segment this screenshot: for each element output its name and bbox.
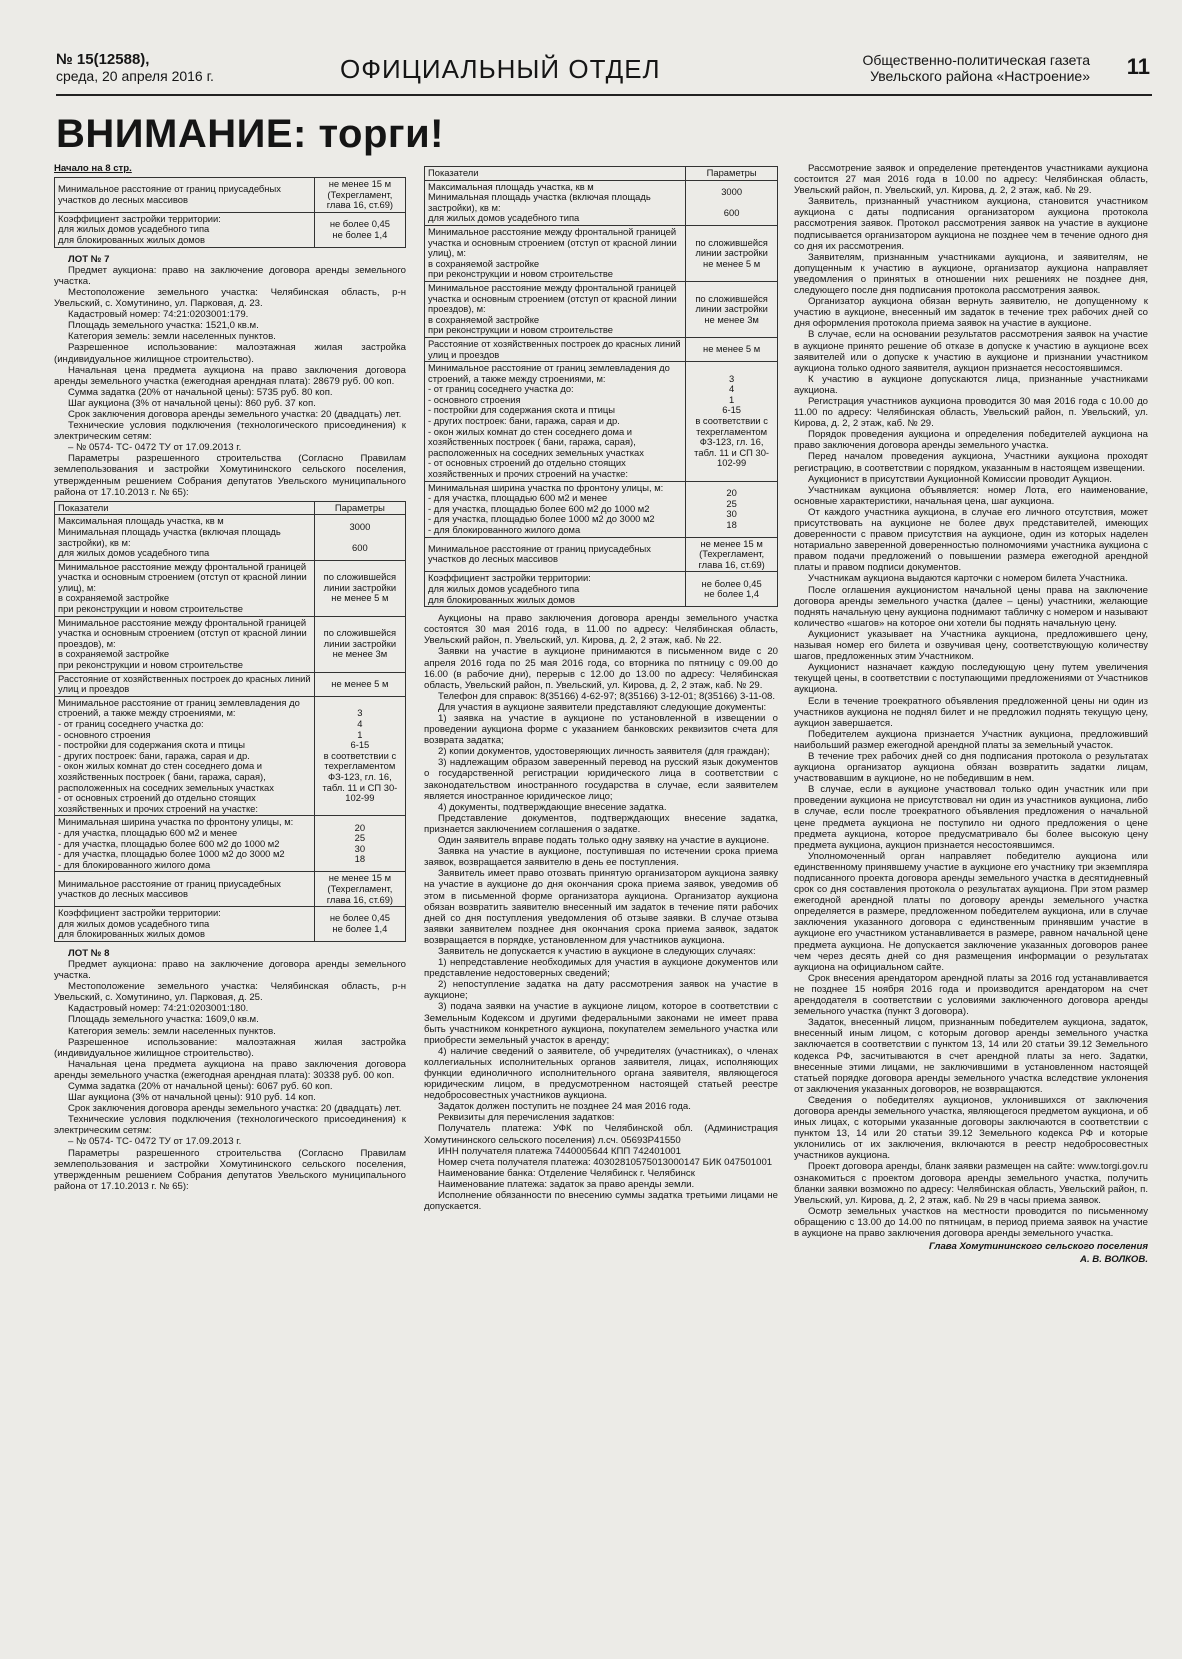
headline: ВНИМАНИЕ: торги!: [56, 112, 444, 156]
table-row: [425, 572, 778, 607]
paragraph: Наименование банка: Отделение Челябинск г. Челябинск: [438, 1167, 695, 1179]
table-row: [425, 481, 778, 537]
param-value-cell: по сложившейся линии застройки не менее 5 м: [314, 560, 405, 616]
param-name-cell: Коэффициент застройки территории: для жилых домов усадебного типа для блокированных жилых домов: [55, 212, 315, 247]
paragraph: Категория земель: земли населенных пунктов.: [68, 1025, 276, 1037]
paragraph: Категория земель: земли населенных пунктов.: [68, 331, 276, 343]
param-value-cell: по сложившейся линии застройки не менее 3м: [686, 281, 778, 337]
param-name-cell: Минимальная ширина участка по фронтону улицы, м: - для участка, площадью 600 м2 и менее - для участка, площадью более 600 м2 до 1000 м2 - для участка, площадью более 1000 м2 до 3000 м2 - для блокированного жилого дома: [425, 481, 686, 537]
param-name-cell: Минимальное расстояние между фронтальной границей участка и основным строением (отступ от красной линии улиц), м: в сохраняемой застройке при реконструкции и новом строительстве: [55, 560, 315, 616]
paragraph: Параметры разрешенного строительства (Согласно Правилам землепользования и застройки Хомутининского сельского поселения, утвержденным решением Собрания депутатов Увельского муниципального района от 17.10.2013 г. № 65):: [54, 453, 406, 498]
paragraph: К участию в аукционе допускаются лица, признанные участниками аукциона.: [794, 373, 1148, 396]
table-row: [425, 225, 778, 281]
paragraph: Местоположение земельного участка: Челябинская область, р-н Увельский, с. Хомутинино, ул. Парковая, д. 25.: [54, 981, 406, 1004]
param-value-cell: не менее 15 м (Техрегламент, глава 16, ст.69): [686, 537, 778, 572]
column-2: [424, 163, 778, 1625]
param-value-cell: не более 0,45 не более 1,4: [314, 907, 405, 942]
param-name-cell: Минимальная ширина участка по фронтону улицы, м: - для участка, площадью 600 м2 и менее - для участка, площадью более 600 м2 до 1000 м2 - для участка, площадью более 1000 м2 до 3000 м2 - для блокированного жилого дома: [55, 816, 315, 872]
table-row: [55, 672, 406, 696]
paragraph: Кадастровый номер: 74:21:0203001:180.: [68, 1003, 249, 1015]
paragraph: Местоположение земельного участка: Челябинская область, р-н Увельский, с. Хомутинино, ул. Парковая, д. 23.: [54, 286, 406, 310]
table-row: [55, 816, 406, 872]
paragraph: Параметры разрешенного строительства (Согласно Правилам землепользования и застройки Хомутининского сельского поселения, утвержденным решением Собрания депутатов Увельского муниципального района от 17.10.2013 г. № 65):: [54, 1147, 406, 1192]
column-header: Показатели: [425, 167, 686, 181]
paragraph: Технические условия подключения (технологического присоединения) к электрическим сетям:: [54, 1114, 406, 1137]
auction-terms-text: [424, 613, 778, 1212]
paragraph: В случае, если в аукционе участвовал только один участник или при проведении аукциона не присутствовал ни один из участников аукциона, либо в случае, если после троекратного объявления предложения о начальной цене предмета аукциона не поступило ни одного предложения о цене предмета аукциона, которое предусматривало бы более высокую цену предмета аукциона, аукцион признается несостоявшимся.: [794, 784, 1148, 851]
paper-name-line2: Увельского района «Настроение»: [870, 68, 1090, 84]
paragraph: 4) наличие сведений о заявителе, об учредителях (участниках), о членах коллегиальных исполнительных органов заявителя, лицах, исполняющих функции единоличного исполнительного органа заявителя, являющегося юридическим лицом, в предусмотренном настоящей статьей реестре недобросовестных участников аукциона.: [424, 1045, 778, 1102]
table-header-row: [55, 501, 406, 515]
lot7-text: [54, 265, 406, 498]
paragraph: 2) копии документов, удостоверяющих личность заявителя (для граждан);: [438, 746, 770, 758]
paragraph: В случае, если на основании результатов рассмотрения заявок на участие в аукционе принято решение об отказе в допуске к участию в аукционе всех заявителей или о допуске к участию в аукционе и признании участником аукциона только одного заявителя, аукцион признается несостоявшимся.: [794, 329, 1148, 374]
table-row: [425, 281, 778, 337]
table-header-row: [425, 167, 778, 181]
param-name-cell: Минимальное расстояние между фронтальной границей участка и основным строением (отступ от красной линии улиц), м: в сохраняемой застройке при реконструкции и новом строительстве: [425, 225, 686, 281]
table-row: [425, 362, 778, 482]
paragraph: Задаток должен поступить не позднее 24 мая 2016 года.: [438, 1101, 691, 1113]
paragraph: Предмет аукциона: право на заключение договора аренды земельного участка.: [54, 264, 406, 287]
paragraph: Предмет аукциона: право на заключение договора аренды земельного участка.: [54, 958, 406, 982]
paragraph: В течение трех рабочих дней со дня подписания протокола о результатах аукциона организатор аукциона обязан возвратить задатки лицам, участвовавшим в аукционе, но не победившим в нем.: [794, 750, 1148, 785]
paragraph: Сумма задатка (20% от начальной цены): 5735 руб. 80 коп.: [68, 386, 333, 398]
top-params-table: [54, 177, 406, 248]
param-name-cell: Минимальное расстояние от границ землевладения до строений, а также между строениями, м: - от границ соседнего участка до: - основного строения - постройки для содержания скота и птицы - других построек: бани, гаража, сарая и др. - окон жилых комнат до стен соседнего дома и хозяйственных построек ( бани, гаража, сарая), расположенных на соседних земельных участках - от основных строений до отдельно стоящих хозяйственных и прочих строений на участке:: [55, 696, 315, 816]
auction-procedure-text: [794, 163, 1148, 1239]
column-3: [794, 163, 1148, 1625]
param-value-cell: по сложившейся линии застройки не менее 5 м: [686, 225, 778, 281]
paragraph: Перед началом проведения аукциона, Участники аукциона проходят регистрацию, в соответствии с порядком, указанным в настоящем извещении.: [794, 451, 1148, 474]
paragraph: Разрешенное использование: малоэтажная жилая застройка (индивидуальное жилищное строительство).: [54, 1036, 406, 1059]
table-row: [55, 212, 406, 247]
table-row: [55, 696, 406, 816]
paragraph: Аукционист в присутствии Аукционной Комиссии проводит Аукцион.: [808, 473, 1112, 485]
paragraph: Технические условия подключения (технологического присоединения) к электрическим сетям:: [54, 420, 406, 443]
paragraph: Заявитель не допускается к участию в аукционе в следующих случаях:: [438, 945, 756, 957]
paragraph: – № 0574- ТС- 0472 ТУ от 17.09.2013 г.: [68, 1136, 242, 1148]
paragraph: Проект договора аренды, бланк заявки размещен на сайте: www.torgi.gov.ru ознакомиться с проектом договора аренды земельного участка, получить бланки заявки возможно по адресу: Челябинская область, Увельский район, п. Увельский, ул. Кирова, д. 2, 2 этаж, каб. № 29 в часы приема заявок.: [794, 1161, 1148, 1206]
param-value-cell: 3000 600: [686, 180, 778, 225]
paragraph: Заявитель, признанный участником аукциона, становится участником аукциона с даты подписания организатором аукциона протокола рассмотрения заявок. Протокол рассмотрения заявок на участие в аукционе подписывается организатором аукциона не позднее чем в течение одного дня со дня их рассмотрения.: [794, 196, 1148, 252]
paragraph: Аукционист назначает каждую последующую цену путем увеличения текущей цены, в соответствии с поступающими предложениями от Участников аукциона.: [794, 662, 1148, 696]
paragraph: Срок заключения договора аренды земельного участка: 20 (двадцать) лет.: [68, 408, 402, 420]
column-header: Показатели: [55, 501, 315, 515]
paragraph: Площадь земельного участка: 1521,0 кв.м.: [68, 320, 259, 332]
param-name-cell: Расстояние от хозяйственных построек до красных линий улиц и проездов: [55, 672, 315, 696]
param-name-cell: Минимальное расстояние от границ землевладения до строений, а также между строениями, м: - от границ соседнего участка до: - основного строения - постройки для содержания скота и птицы - других построек: бани, гаража, сарая и др. - окон жилых комнат до стен соседнего дома и хозяйственных построек ( бани, гаража, сарая), расположенных на соседних земельных участках - от основных строений до отдельно стоящих хозяйственных и прочих строений на участке:: [425, 362, 686, 482]
paragraph: Для участия в аукционе заявители представляют следующие документы:: [438, 701, 767, 713]
paragraph: Уполномоченный орган направляет победителю аукциона или единственному принявшему участие в аукционе его участнику три экземпляра подписанного проекта договора аренды земельного участка в десятидневный срок со дня составления протокола о результатах аукциона. При этом размер ежегодной арендной платы по договору аренды земельного участка определяется в размере, предложенном победителем аукциона, или в случае заключения указанного договора с единственным принявшим участие в аукционе его участником устанавливается в размере, равном начальной цене предмета аукциона. Не допускается заключение указанных договоров ранее чем через десять дней со дня размещения информации о результатах аукциона на официальном сайте.: [794, 850, 1148, 973]
page-header: [56, 50, 1152, 96]
param-name-cell: Минимальное расстояние от границ приусадебных участков до лесных массивов: [55, 872, 315, 907]
param-value-cell: не менее 5 м: [686, 337, 778, 361]
lot8-params-table: [424, 166, 778, 607]
paragraph: Представление документов, подтверждающих внесение задатка, признается заключением соглашения о задатке.: [424, 812, 778, 835]
table-row: [425, 180, 778, 225]
param-name-cell: Минимальное расстояние между фронтальной границей участка и основным строением (отступ от красной линии проездов), м: в сохраняемой застройке при реконструкции и новом строительстве: [55, 616, 315, 672]
paragraph: Заявителям, признанным участниками аукциона, и заявителям, не допущенным к участию в аукционе, организатор аукциона направляет уведомления о принятых в отношении них решениях не позднее дня, следующего после дня подписания протокола рассмотрения заявок.: [794, 251, 1148, 297]
param-value-cell: не менее 15 м (Техрегламент, глава 16, ст.69): [314, 178, 405, 213]
param-value-cell: 3 4 1 6-15 в соответствии с техрегламентом ФЗ-123, гл. 16, табл. 11 и СП 30-102-99: [686, 362, 778, 482]
lot7-title: ЛОТ № 7: [68, 253, 110, 265]
table-row: [55, 560, 406, 616]
paragraph: Организатор аукциона обязан вернуть заявителю, не допущенному к участию в аукционе, внесенный им задаток в течение трех рабочих дней со дня оформления протокола приема заявок на участие в аукционе.: [794, 296, 1148, 330]
paragraph: Аукционы на право заключения договора аренды земельного участка состоятся 30 мая 2016 года, в 11.00 по адресу: Челябинская область, Увельский район, п. Увельский, ул. Кирова, д. 2, 2 этаж, каб. № 22.: [424, 613, 778, 647]
paragraph: После оглашения аукционистом начальной цены права на заключение договора аренды земельного участка (далее – цены) участники, желающие поднять начальную цену аукциона поднимают табличку с номером и называют количество «шагов» на которое они хотели бы поднять начальную цену.: [794, 584, 1148, 629]
table-row: [55, 178, 406, 213]
paragraph: Исполнение обязанности по внесению суммы задатка третьими лицами не допускается.: [424, 1190, 778, 1213]
paragraph: Один заявитель вправе подать только одну заявку на участие в аукционе.: [438, 835, 770, 847]
paragraph: Номер счета получателя платежа: 40302810575013000147 БИК 047501001: [438, 1156, 773, 1168]
paper-name-line1: Общественно-политическая газета: [862, 52, 1090, 68]
paragraph: Заявки на участие в аукционе принимаются в письменном виде с 20 апреля 2016 года по 25 мая 2016 года, со вторника по пятницу с 09.00 до 16.00 (в рабочие дни), перерыв с 12.00 до 13.00 по адресу: Челябинская область, Увельский район, п. Увельский, ул. Кирова, д. 2, 2 этаж, каб. № 29.: [424, 646, 778, 691]
table-row: [425, 537, 778, 572]
lot7-params-table: [54, 501, 406, 942]
signature-line2: А. В. ВОЛКОВ.: [1080, 1254, 1148, 1266]
param-name-cell: Минимальное расстояние от границ приусадебных участков до лесных массивов: [55, 178, 315, 213]
paragraph: Если в течение троекратного объявления предложенной цены ни один из участников аукциона не поднял билет и не предложил поднять текущую цену, аукцион завершается.: [794, 695, 1148, 729]
param-value-cell: 3000 600: [314, 515, 405, 560]
param-value-cell: не менее 5 м: [314, 672, 405, 696]
paragraph: Осмотр земельных участков на местности проводится по письменному обращению с 13.00 до 14.00 по пятницам, в период приема заявок на участие в аукционе на право заключения договора аренды земельного участка.: [794, 1205, 1148, 1239]
paragraph: 4) документы, подтверждающие внесение задатка.: [438, 801, 667, 813]
paragraph: Задаток, внесенный лицом, признанным победителем аукциона, задаток, внесенный иным лицом, с которым договор аренды земельного участка заключается в соответствии с пунктом 13, 14 или 20 статьи 39.12 Земельного кодекса РФ, засчитываются в счет арендной платы за него. Задатки, внесенные этими лицами, не заключившими в установленном настоящей статьей порядке договора аренды земельного участка вследствие уклонения от заключения указанных договоров, не возвращаются.: [794, 1017, 1148, 1095]
continued-from: Начало на 8 стр.: [54, 163, 132, 174]
param-name-cell: Минимальное расстояние между фронтальной границей участка и основным строением (отступ от красной линии проездов), м: в сохраняемой застройке при реконструкции и новом строительстве: [425, 281, 686, 337]
param-value-cell: 20 25 30 18: [314, 816, 405, 872]
paragraph: Начальная цена предмета аукциона на право заключения договора аренды земельного участка (ежегодная арендная плата): 28679 руб. 00 коп.: [54, 364, 406, 387]
table-row: [55, 616, 406, 672]
issue-info: [56, 52, 214, 84]
issue-date: среда, 20 апреля 2016 г.: [56, 68, 214, 84]
lot8-title: ЛОТ № 8: [68, 947, 110, 959]
param-name-cell: Максимальная площадь участка, кв м Минимальная площадь участка (включая площадь застройки), кв м: для жилых домов усадебного типа: [55, 515, 315, 560]
paragraph: Сведения о победителях аукционов, уклонившихся от заключения договора аренды земельного участка, являющегося предметом аукциона, и об иных лицах, с которыми указанные договоры заключаются в соответствии с пунктом 13, 14 или 20 статьи 39.12 Земельного кодекса РФ и которые уклонились от их заключения, включаются в реестр недобросовестных участников аукциона.: [794, 1094, 1148, 1162]
param-name-cell: Коэффициент застройки территории: для жилых домов усадебного типа для блокированных жилых домов: [55, 907, 315, 942]
table-row: [55, 872, 406, 907]
paragraph: Сумма задатка (20% от начальной цены): 6067 руб. 60 коп.: [68, 1081, 333, 1092]
paragraph: Телефон для справок: 8(35166) 4-62-97; 8(35166) 3-12-01; 8(35166) 3-11-08.: [438, 690, 776, 702]
paragraph: 1) непредставление необходимых для участия в аукционе документов или представление недостоверных сведений;: [424, 957, 778, 980]
paragraph: Заявитель имеет право отозвать принятую организатором аукциона заявку на участие в аукционе до дня окончания срока приема заявок, уведомив об этом в письменной форме организатора аукциона. Организатор аукциона обязан возвратить заявителю внесенный им задаток в течение пяти рабочих дней со дня поступления уведомления об отзыве заявки. В случае отзыва заявки заявителем позднее дня окончания срока приема заявок, задаток возвращается в порядке, установленном для участников аукциона.: [424, 868, 778, 946]
paragraph: Кадастровый номер: 74:21:0203001:179.: [68, 309, 249, 321]
issue-number: № 15(12588),: [56, 51, 150, 68]
paragraph: Площадь земельного участка: 1609,0 кв.м.: [68, 1014, 259, 1026]
column-header: Параметры: [686, 167, 778, 181]
page-number: 11: [1126, 54, 1150, 79]
paragraph: Срок внесения арендатором арендной платы за 2016 год устанавливается не позднее 15 ноября 2016 года и производится арендатором на счет арендодателя в соответствии с условиями заключенного договора аренды земельного участка (пункт 3 договора).: [794, 972, 1148, 1018]
param-name-cell: Минимальное расстояние от границ приусадебных участков до лесных массивов: [425, 537, 686, 572]
table-row: [425, 337, 778, 361]
paragraph: 3) подача заявки на участие в аукционе лицом, которое в соответствии с Земельным Кодексом и другими федеральными законами не имеет права быть участником конкретного аукциона, покупателем земельного участка или приобрести земельный участок в аренду;: [424, 1001, 778, 1046]
param-value-cell: не более 0,45 не более 1,4: [686, 572, 778, 607]
column-1: [54, 163, 406, 1625]
param-value-cell: не менее 15 м (Техрегламент, глава 16, ст.69): [314, 872, 405, 907]
paragraph: Регистрация участников аукциона проводится 30 мая 2016 года с 10.00 до 11.00 по адресу: Челябинская область, Увельский район, п. Увельский, ул. Кирова, д. 2, 2 этаж, каб. № 29.: [794, 395, 1148, 430]
param-name-cell: Максимальная площадь участка, кв м Минимальная площадь участка (включая площадь застройки), кв м: для жилых домов усадебного типа: [425, 180, 686, 225]
param-name-cell: Расстояние от хозяйственных построек до красных линий улиц и проездов: [425, 337, 686, 361]
param-name-cell: Коэффициент застройки территории: для жилых домов усадебного типа для блокированных жилых домов: [425, 572, 686, 607]
paragraph: Заявка на участие в аукционе, поступившая по истечении срока приема заявок, возвращается заявителю в день ее поступления.: [424, 846, 778, 869]
paragraph: От каждого участника аукциона, в случае его личного отсутствия, может присутствовать на аукционе не более двух представителей, имеющих доверенности с правом присутствия на аукционе, один из которых наделен нотариально заверенной доверенностью полномочиями участника аукциона с правом подачи предложений о повышении размера ежегодной арендной платы и правом подписи документов.: [794, 506, 1148, 574]
paragraph: 1) заявка на участие в аукционе по установленной в извещении о проведении аукциона форме с указанием банковских реквизитов счета для возврата задатка;: [424, 713, 778, 747]
param-value-cell: не более 0,45 не более 1,4: [314, 212, 405, 247]
paragraph: Участникам аукциона выдаются карточки с номером билета Участника.: [808, 573, 1128, 585]
paragraph: 3) надлежащим образом заверенный перевод на русский язык документов о государственной регистрации юридического лица в соответствии с законодательством иностранного государства в случае, если заявителем является иностранное юридическое лицо;: [424, 757, 778, 802]
table-row: [55, 515, 406, 560]
paragraph: Победителем аукциона признается Участник аукциона, предложивший наибольший размер ежегодной арендной платы за земельный участок.: [794, 728, 1148, 751]
paragraph: Рассмотрение заявок и определение претендентов участниками аукциона состоится 27 мая 2016 года в 10.00 по адресу: Челябинская область, Увельский район, п. Увельский, ул. Кирова, д. 2, 2 этаж, каб. № 29.: [794, 163, 1148, 197]
paragraph: Разрешенное использование: малоэтажная жилая застройка (индивидуальное жилищное строительство).: [54, 342, 406, 365]
lot8-text: [54, 959, 406, 1192]
paragraph: Порядок проведения аукциона и определения победителей аукциона на право заключения договора аренды земельного участка.: [794, 429, 1148, 452]
paragraph: Аукционист указывает на Участника аукциона, предложившего цену, называя номер его билета и озвучивая цену, соответствующую количеству шагов, предложенных этим Участником.: [794, 628, 1148, 663]
paragraph: Участникам аукциона объявляется: номер Лота, его наименование, основные характеристики, начальная цена, шаг аукциона.: [794, 484, 1148, 507]
param-value-cell: 20 25 30 18: [686, 481, 778, 537]
paragraph: – № 0574- ТС- 0472 ТУ от 17.09.2013 г.: [68, 442, 242, 454]
paragraph: Наименование платежа: задаток за право аренды земли.: [438, 1178, 695, 1190]
paragraph: Начальная цена предмета аукциона на право заключения договора аренды земельного участка (ежегодная арендная плата): 30338 руб. 00 коп.: [54, 1058, 406, 1081]
paragraph: Шаг аукциона (3% от начальной цены): 860 руб. 37 коп.: [68, 397, 316, 409]
paragraph: Получатель платежа: УФК по Челябинской обл. (Администрация Хомутининского сельского поселения) л.сч. 05693Р41550: [424, 1123, 778, 1146]
paragraph: Срок заключения договора аренды земельного участка: 20 (двадцать) лет.: [68, 1103, 402, 1115]
paragraph: 2) непоступление задатка на дату рассмотрения заявок на участие в аукционе;: [424, 979, 778, 1002]
column-header: Параметры: [314, 501, 405, 515]
paragraph: Реквизиты для перечисления задатков:: [438, 1112, 615, 1124]
section-title: ОФИЦИАЛЬНЫЙ ОТДЕЛ: [340, 54, 661, 84]
param-value-cell: 3 4 1 6-15 в соответствии с техрегламентом ФЗ-123, гл. 16, табл. 11 и СП 30-102-99: [314, 696, 405, 816]
signature-line1: Глава Хомутининского сельского поселения: [928, 1241, 1148, 1253]
paper-name: [862, 52, 1090, 84]
table-row: [55, 907, 406, 942]
param-value-cell: по сложившейся линии застройки не менее 3м: [314, 616, 405, 672]
paragraph: ИНН получателя платежа 7440005644 КПП 742401001: [438, 1145, 681, 1157]
paragraph: Шаг аукциона (3% от начальной цены): 910 руб. 14 коп.: [68, 1092, 316, 1104]
